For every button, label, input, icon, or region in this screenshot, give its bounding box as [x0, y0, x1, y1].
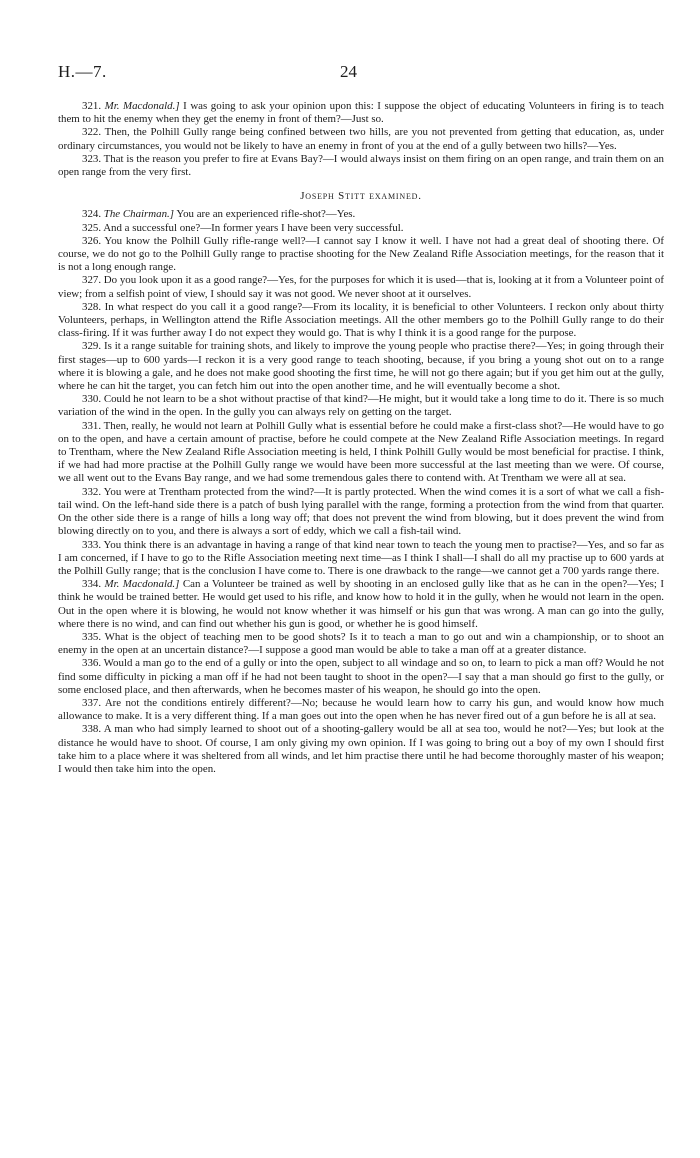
question-number: 334. — [82, 578, 102, 591]
testimony-paragraph — [58, 100, 664, 126]
testimony-paragraph — [58, 657, 664, 697]
testimony-paragraph — [58, 126, 664, 152]
testimony-text: You are an experienced rifle-shot?—Yes. — [174, 208, 356, 221]
question-number: 325. — [82, 221, 102, 234]
document-body — [58, 100, 664, 776]
testimony-paragraph — [58, 539, 664, 579]
speaker-label: Mr. Macdonald.] — [104, 578, 180, 591]
testimony-paragraph — [58, 208, 664, 221]
testimony-paragraph — [58, 578, 664, 631]
testimony-section-previous-witness — [58, 100, 664, 179]
testimony-text: Are not the conditions entirely different?—No; because he would learn how to carry his gun, and would know how much allowance to make. It is a very different thing. If a man goes out into the open when he has never fired out of a gun before he is all at sea. — [58, 696, 665, 723]
question-number: 326. — [82, 234, 102, 247]
document-reference: H.—7. — [58, 62, 107, 81]
testimony-paragraph — [58, 340, 664, 393]
speaker-label: Mr. Macdonald.] — [104, 100, 180, 112]
testimony-text: I was going to ask your opinion upon this: I suppose the object of educating Volunteers in firing is to teach them to hit the enemy when they get the enemy in front of them?—Just so. — [58, 100, 664, 126]
testimony-paragraph — [58, 222, 664, 235]
testimony-text: That is the reason you prefer to fire at Evans Bay?—I would always insist on them firing on an open range, and train them on an open range from the very first. — [58, 152, 664, 179]
question-number: 336. — [82, 657, 102, 670]
testimony-paragraph — [58, 235, 664, 275]
question-number: 330. — [82, 393, 102, 406]
question-number: 328. — [82, 300, 102, 313]
testimony-text: In what respect do you call it a good range?—From its locality, it is beneficial to other Volunteers. I reckon only about thirty Volunteers, perhaps, in Wellington attend the Rifle Association meetings. All the other members go to the Polhill Gully range to do their class-firing. If it was further away I do not expect they would go. That is why I think it is a good range for the purpose. — [58, 300, 664, 340]
testimony-paragraph — [58, 153, 664, 179]
testimony-paragraph — [58, 723, 664, 776]
testimony-text: Then, really, he would not learn at Polhill Gully what is essential before he could make a first-class shot?—He would have to go on to the open, and have a certain amount of practise, before he could compete at the New Zealand Rifle Association meetings. In regard to Trentham, where the New Zealand Rifle Association meeting is held, I think Polhill Gully would be most beneficial for practise. I think, if we had had more practise at the Polhill Gully range we would have been more successful at the last meeting than we were. Of course, we all went out to the Evans Bay range, and we had some tremendous gales there to contend with. At Trentham we were all at sea. — [58, 419, 664, 485]
question-number: 332. — [82, 485, 102, 498]
question-number: 338. — [82, 723, 102, 736]
testimony-text: Would a man go to the end of a gully or into the open, subject to all windage and so on, to learn to pick a man off? Would he not find some difficulty in picking a man off if he had not been taught to shoot in the open?—I say that a man should go first to the gully, or some enclosed place, and then afterwards, when he becomes master of his weapon, he should go into the open. — [58, 657, 664, 696]
testimony-text: You know the Polhill Gully rifle-range well?—I cannot say I know it well. I have not had a great deal of shooting there. Of course, we do not go to the Polhill Gully range to practise shooting for the New Zealand Rifle Association meetings, for the reason that it is not a long enough range. — [58, 234, 664, 274]
testimony-paragraph — [58, 631, 664, 657]
question-number: 335. — [82, 630, 102, 643]
testimony-text: Can a Volunteer be trained as well by shooting in an enclosed gully like that as he can in the open?—Yes; I think he would be trained better. He would get used to his rifle, and know how to hold it in the gully, when he would not learn in the open. Out in the open where it is blowing, he would not know whether it was himself or his gun that was wrong. A man can go into the gully, where there is no wind, and can find out whether his gun is good, or whether he is good himself. — [58, 578, 665, 630]
question-number: 324. — [82, 208, 102, 221]
page-header — [58, 62, 664, 86]
testimony-text: Then, the Polhill Gully range being confined between two hills, are you not prevented from getting that education, as, under ordinary circumstances, you would not be likely to have an enemy in front of you at the end of a gully between two hills?—Yes. — [58, 126, 665, 152]
question-number: 333. — [82, 538, 102, 551]
page-number: 24 — [340, 62, 357, 81]
testimony-text: You think there is an advantage in having a range of that kind near town to teach the young men to practise?—Yes, and so far as I am concerned, if I have to go to the Rifle Association meeting next time—as I think I shall—I shall do all my practise up to 600 yards at the Polhill Gully range; that is the conclusion I have come to. There is one drawback to the range—we cannot get a 700 yards range there. — [58, 538, 665, 577]
testimony-text: Could he not learn to be a shot without practise of that kind?—He might, but it would take a long time to do it. There is so much variation of the wind in the open. In the gully you can always rely on getting on the target. — [58, 393, 664, 419]
document-page — [58, 62, 664, 776]
question-number: 337. — [82, 696, 102, 709]
question-number: 329. — [82, 340, 102, 353]
testimony-paragraph — [58, 486, 664, 539]
testimony-paragraph — [58, 301, 664, 341]
question-number: 323. — [82, 152, 102, 165]
speaker-label: The Chairman.] — [103, 208, 174, 221]
testimony-text: Is it a range suitable for training shots, and likely to improve the young people who practise there?—Yes; in going through their first stages—up to 600 yards—I reckon it is a very good range to teach shooting, because, if you bring a young shot out on to a range where it is blowing a gale, and he does not make good shooting the first time, he will not go there again; but if you get him out at the gully, where he can hit the target, you can fetch him out into the open another time, and he will eventually become a shot. — [58, 340, 664, 393]
testimony-paragraph — [58, 393, 664, 419]
testimony-text: Do you look upon it as a good range?—Yes, for the purposes for which it is used—that is, looking at it from a Volunteer point of view; from a selfish point of view, I should say it was not good. We never shoot at it ourselves. — [58, 274, 664, 300]
testimony-paragraph — [58, 697, 664, 723]
testimony-section-joseph-stitt — [58, 208, 664, 776]
witness-heading: Joseph Stitt examined. — [300, 190, 422, 203]
testimony-paragraph — [58, 274, 664, 300]
testimony-text: And a successful one?—In former years I have been very successful. — [103, 221, 404, 234]
question-number: 331. — [82, 419, 102, 432]
testimony-text: You were at Trentham protected from the wind?—It is partly protected. When the wind comes it is a sort of what we call a fish-tail wind. On the left-hand side there is a patch of bush lying parallel with the range, forming a protection from the wind from that quarter. On the other side there is a range of hills a long way off; that does not prevent the wind from blowing, but it does prevent the wind from blowing directly on to you, and there is always a sort of eddy, which we call a fish-tail wind. — [58, 485, 664, 538]
question-number: 322. — [82, 126, 102, 139]
question-number: 327. — [82, 274, 102, 287]
testimony-paragraph — [58, 420, 664, 486]
testimony-text: A man who had simply learned to shoot out of a shooting-gallery would be all at sea too, would he not?—Yes; but look at the distance he would have to shoot. Of course, I am only giving my own opinion. If I was going to bring out a boy of my own I should first take him to a place where it was sheltered from all winds, and let him practise there until he had become thoroughly master of his weapon; I would then take him into the open. — [58, 723, 665, 775]
question-number: 321. — [82, 100, 102, 112]
testimony-text: What is the object of teaching men to be good shots? Is it to teach a man to go out and win a championship, or to shoot an enemy in the open at an uncertain distance?—I suppose a good man would be able to take a man off at a greater distance. — [58, 630, 664, 657]
